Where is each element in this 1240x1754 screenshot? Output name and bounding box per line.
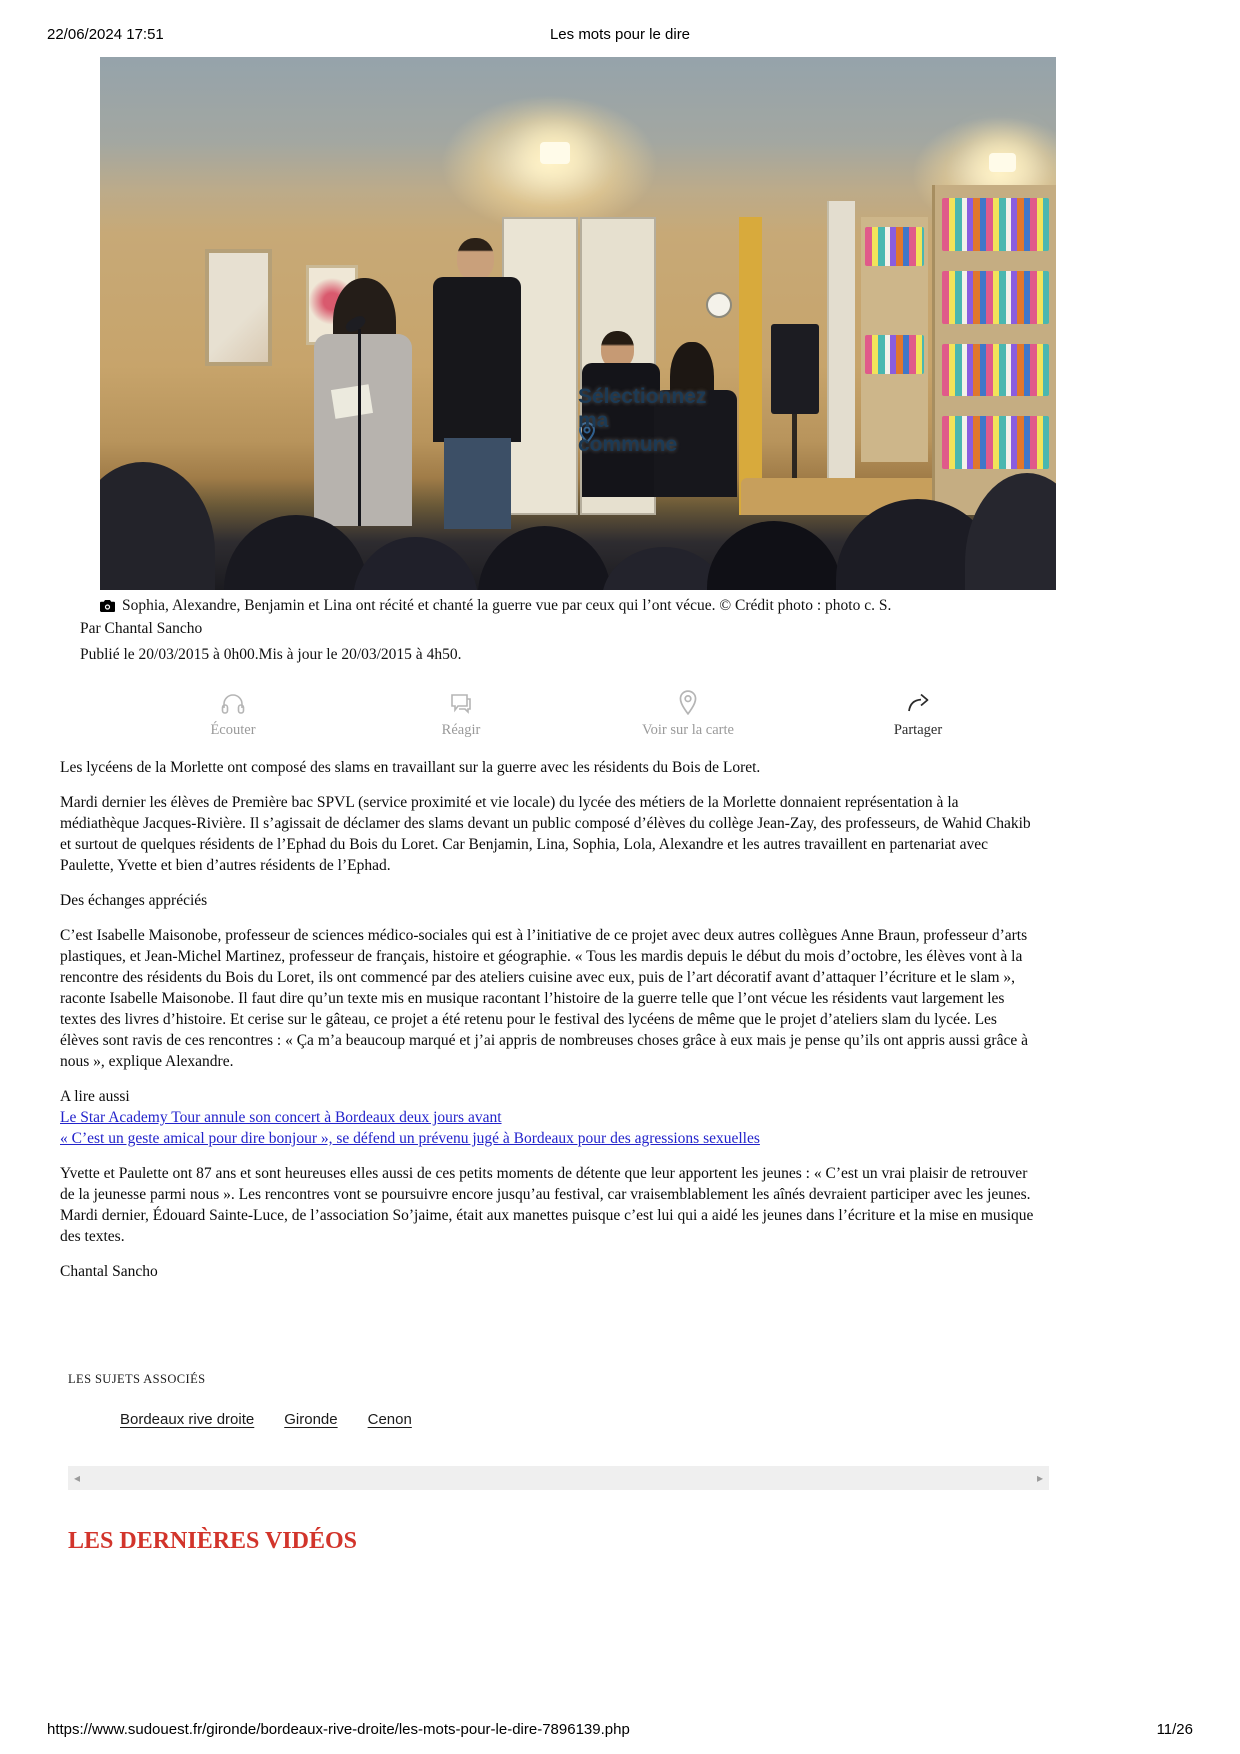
photo-column [827, 201, 856, 515]
photo-microphone-stand [358, 329, 361, 526]
article-paragraph: C’est Isabelle Maisonobe, professeur de sciences médico-sociales qui est à l’initiative de ce projet avec deux autres collègues Anne Braun, professeur d’arts plastiques, et Jean-Michel Martinez, professeur de français, histoire et géographie. « Tous les mardis depuis le début du mois d’octobre, les élèves vont à la rencontre des résidents du Bois du Loret, ils ont commencé par des ateliers cuisine avec eux, puis de l’art décoratif avant d’attaquer l’écriture et le slam », raconte Isabelle Maisonobe. Il faut dire qu’un texte mis en musique racontant l’histoire de la guerre telle que l’ont vécue les résidents vaut largement les textes des livres d’histoire. Et cerise sur le gâteau, ce projet a été retenu pour le festival des lycéens de même que le projet d’ateliers slam du lycée. Les élèves sont ravis de ces rencontres : « Ça m’a beaucoup marqué et j’ai appris de nombreuses choses grâce à eux mais je pense qu’ils ont appris aussi grâce à nous », explique Alexandre. [60, 927, 1028, 1070]
photo-audience-head [100, 462, 215, 590]
scroll-left-arrow-icon[interactable]: ◂ [74, 1471, 81, 1485]
article-body [60, 757, 1037, 1296]
photo-audience-head [224, 515, 367, 590]
photo-caption [100, 597, 1020, 615]
photo-door-frame [739, 217, 762, 515]
tag-gironde[interactable]: Gironde [284, 1411, 338, 1428]
photo-books [865, 227, 924, 266]
photo-ceiling-light [989, 153, 1016, 172]
photo-bookshelf [932, 185, 1056, 515]
topic-tags [120, 1411, 412, 1428]
photo-person-standing-man [444, 438, 511, 529]
print-timestamp: 22/06/2024 17:51 [47, 26, 164, 43]
related-article-link[interactable]: Le Star Academy Tour annule son concert à Bordeaux deux jours avant [60, 1109, 502, 1126]
photo-bookshelf [861, 217, 928, 462]
photo-books [942, 416, 1049, 469]
tag-cenon[interactable]: Cenon [367, 1411, 412, 1428]
read-also-label: A lire aussi [60, 1088, 130, 1105]
article-paragraph: Yvette et Paulette ont 87 ans et sont heureuses elles aussi de ces petits moments de détente que leur apportent les jeunes : « C’est un vrai plaisir de retrouver de la jeunesse parmi nous ». Les rencontres vont se poursuivre encore jusqu’au festival, car vraisemblablement les aînés devraient participer avec les jeunes. Mardi dernier, Édouard Sainte-Luce, de l’association So’jaime, était aux manettes puisque c’est lui qui a aidé les jeunes dans l’écriture et la mise en musique des textes. [60, 1165, 1034, 1245]
react-label: Réagir [441, 722, 481, 738]
share-icon [828, 688, 1008, 718]
photo-speaker [771, 324, 819, 415]
article-signature: Chantal Sancho [60, 1263, 158, 1280]
related-topics-heading: LES SUJETS ASSOCIÉS [68, 1372, 206, 1386]
photo-wall-poster [205, 249, 272, 366]
scroll-right-arrow-icon[interactable]: ▸ [1036, 1471, 1043, 1485]
photo-caption-text: Sophia, Alexandre, Benjamin et Lina ont récité et chanté la guerre vue par ceux qui l’ont vécue. © Crédit photo : photo c. S. [122, 597, 892, 614]
listen-button[interactable] [143, 688, 323, 739]
photo-ceiling-light [540, 142, 571, 163]
react-button[interactable] [371, 688, 551, 739]
photo-audience-head [353, 537, 477, 590]
photo-speaker-stand [792, 414, 797, 483]
photo-books [942, 344, 1049, 397]
article-photo [100, 57, 1056, 590]
publish-date-line: Publié le 20/03/2015 à 0h00.Mis à jour le 20/03/2015 à 4h50. [80, 646, 462, 663]
photo-books [865, 335, 924, 374]
view-on-map-button[interactable] [598, 688, 778, 739]
latest-videos-heading: LES DERNIÈRES VIDÉOS [68, 1528, 357, 1554]
share-button[interactable] [828, 688, 1008, 739]
select-commune-label: Sélectionnez ma commune [578, 384, 707, 456]
photo-person-girl-singer [314, 334, 412, 526]
horizontal-scrollbar[interactable] [68, 1466, 1049, 1490]
photo-person-standing-man [433, 277, 521, 442]
photo-audience-head [478, 526, 612, 590]
document-title: Les mots pour le dire [549, 26, 691, 43]
article-lead: Les lycéens de la Morlette ont composé des slams en travaillant sur la guerre avec les résidents du Bois de Loret. [60, 759, 761, 776]
photo-books [942, 271, 1049, 324]
camera-icon [100, 600, 115, 612]
author-byline: Par Chantal Sancho [80, 620, 203, 637]
map-pin-icon [598, 688, 778, 718]
tag-bordeaux-rive-droite[interactable]: Bordeaux rive droite [120, 1411, 255, 1428]
view-on-map-label: Voir sur la carte [642, 722, 734, 738]
photo-person-standing-man [457, 238, 494, 281]
photo-books [942, 198, 1049, 251]
source-url: https://www.sudouest.fr/gironde/bordeaux-rive-droite/les-mots-pour-le-dire-7896139.php [47, 1721, 630, 1738]
speech-bubble-icon [371, 688, 551, 718]
listen-label: Écouter [210, 722, 256, 738]
headphones-icon [143, 688, 323, 718]
photo-wall-clock [706, 292, 732, 318]
article-paragraph: Mardi dernier les élèves de Première bac SPVL (service proximité et vie locale) du lycée des métiers de la Morlette donnaient représentation à la médiathèque Jacques-Rivière. Il s’agissait de déclamer des slams devant un public composé d’élèves du collège Jean-Zay, des professeurs, de Wahid Chakib et surtout de quelques résidents de l’Ephad du Bois du Loret. Car Benjamin, Lina, Sophia, Lola, Alexandre et les autres travaillent en partenariat avec Paulette, Yvette et bien d’autres résidents de l’Ephad. [60, 794, 1031, 874]
photo-audience-head [707, 521, 841, 590]
share-label: Partager [893, 722, 943, 738]
article-subheading: Des échanges appréciés [60, 892, 208, 909]
related-article-link[interactable]: « C’est un geste amical pour dire bonjour », se défend un prévenu jugé à Bordeaux pour des agressions sexuelles [60, 1130, 760, 1147]
page-number: 11/26 [1156, 1721, 1193, 1738]
